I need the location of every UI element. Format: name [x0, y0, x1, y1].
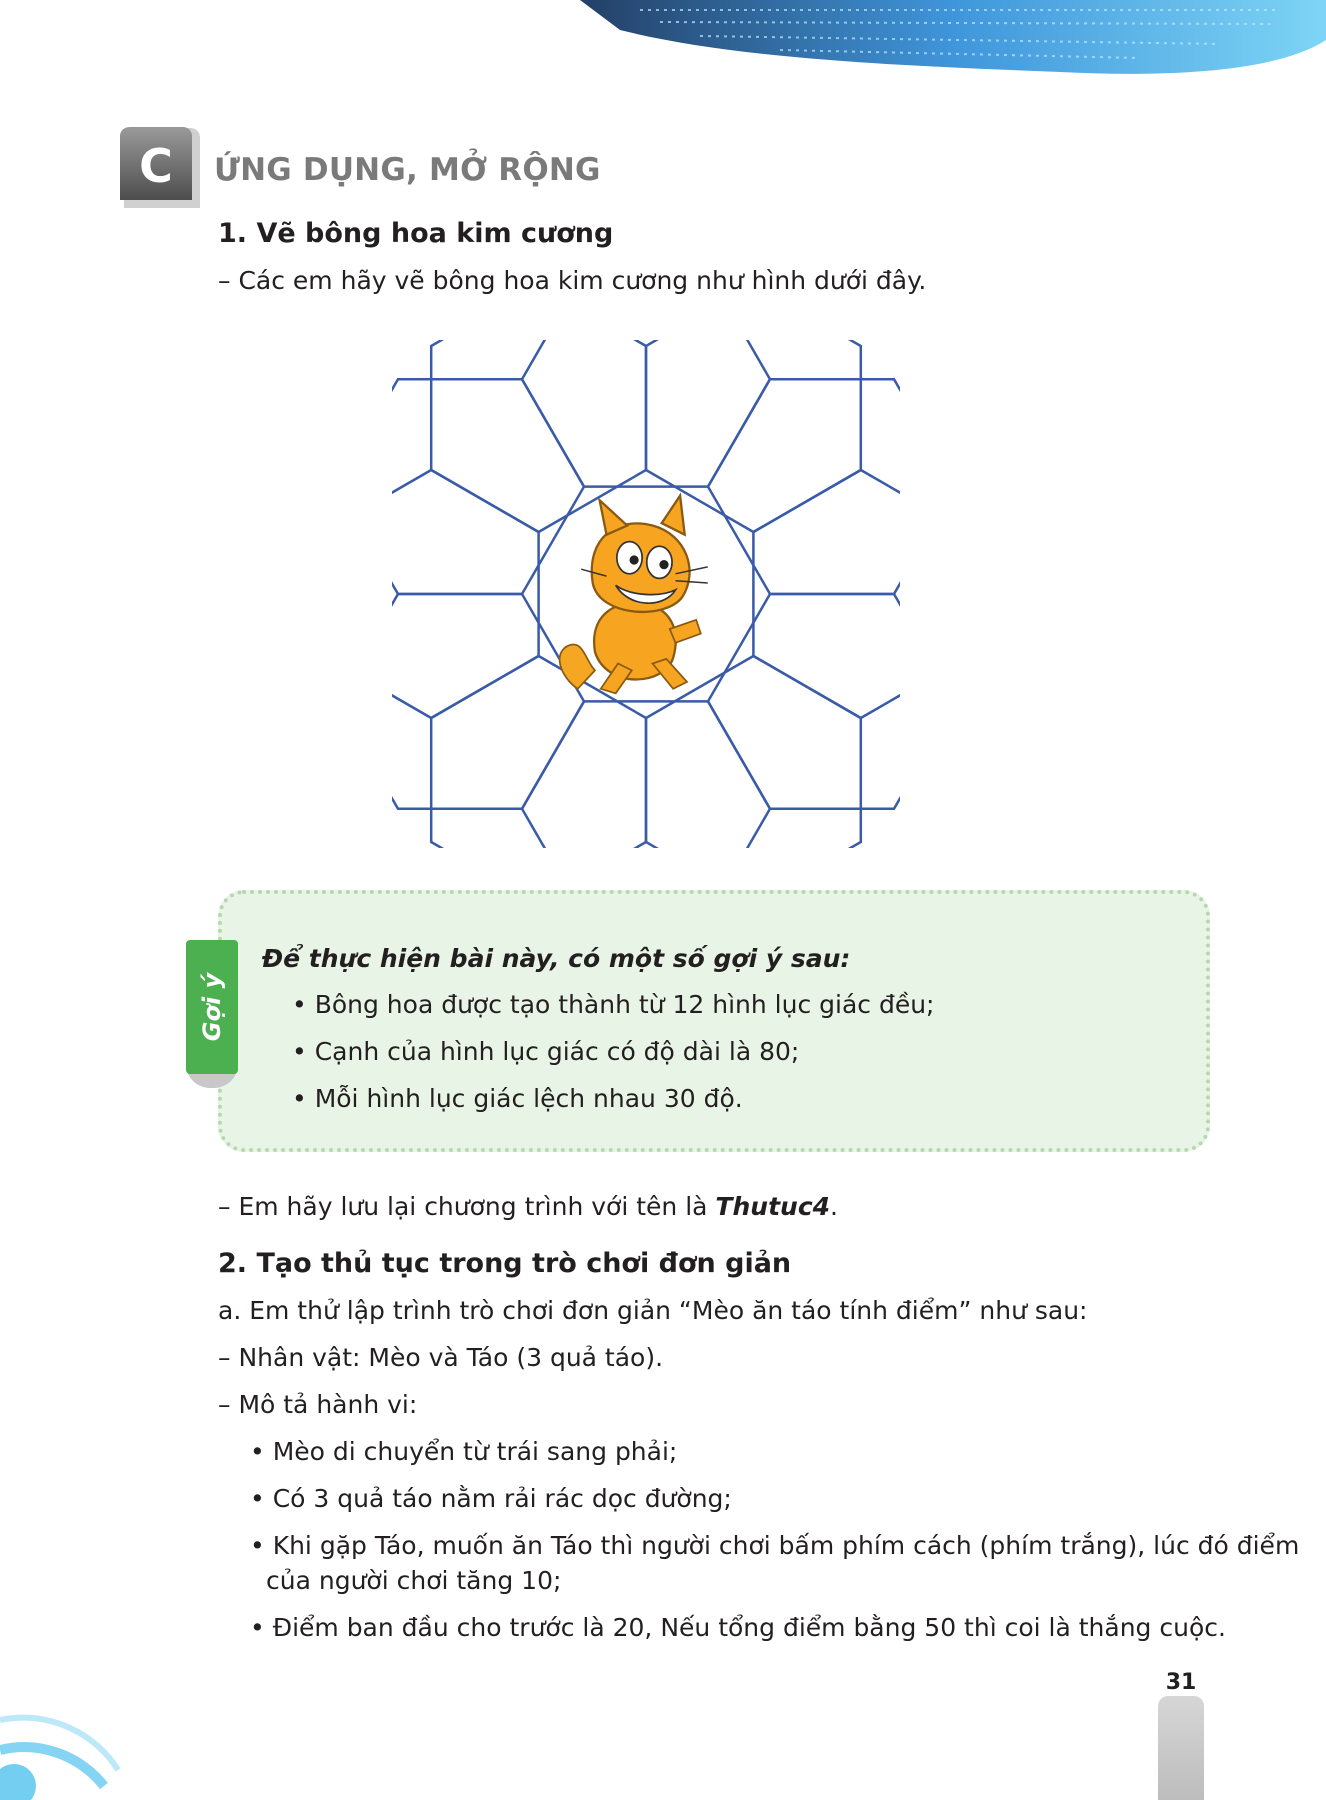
- section-badge: [118, 126, 206, 216]
- hint-item: • Bông hoa được tạo thành từ 12 hình lục giác đều;: [292, 990, 935, 1019]
- hexagon-9: [431, 340, 646, 532]
- hint-item: • Cạnh của hình lục giác có độ dài là 80;: [292, 1037, 800, 1066]
- hexagon-2: [708, 594, 900, 809]
- hexagon-6: [392, 594, 584, 809]
- exercise2-characters: – Nhân vật: Mèo và Táo (3 quả táo).: [218, 1343, 664, 1372]
- exercise2-behavior-label: – Mô tả hành vi:: [218, 1390, 418, 1419]
- behavior-item-continued: của người chơi tăng 10;: [266, 1566, 562, 1595]
- section-title: ỨNG DỤNG, MỞ RỘNG: [214, 152, 601, 188]
- exercise1-instruction: – Các em hãy vẽ bông hoa kim cương như hình dưới đây.: [218, 266, 927, 295]
- badge-letter: C: [139, 139, 173, 193]
- exercise2-intro: a. Em thử lập trình trò chơi đơn giản “Mèo ăn táo tính điểm” như sau:: [218, 1296, 1088, 1325]
- hexagon-12: [708, 379, 900, 594]
- scratch-cat-icon: [560, 496, 708, 694]
- hint-title: Để thực hiện bài này, có một số gợi ý sau:: [262, 944, 851, 973]
- page-number-tab: [1158, 1696, 1204, 1800]
- header-decoration: [580, 0, 1326, 80]
- program-name: Thutuc4: [715, 1192, 831, 1221]
- wave-decoration: [0, 1690, 120, 1800]
- hexagon-8: [392, 379, 584, 594]
- exercise2-heading: 2. Tạo thủ tục trong trò chơi đơn giản: [218, 1248, 792, 1279]
- save-note-prefix: – Em hãy lưu lại chương trình với tên là: [218, 1192, 716, 1221]
- diamond-flower-figure: [392, 340, 900, 848]
- save-note-suffix: .: [830, 1192, 838, 1221]
- behavior-item: • Mèo di chuyển từ trái sang phải;: [250, 1437, 678, 1466]
- behavior-item: • Khi gặp Táo, muốn ăn Táo thì người chơi bấm phím cách (phím trắng), lúc đó điểm: [250, 1531, 1300, 1560]
- behavior-item: • Điểm ban đầu cho trước là 20, Nếu tổng điểm bằng 50 thì coi là thắng cuộc.: [250, 1613, 1226, 1642]
- hint-tab-text: Gợi ý: [198, 972, 227, 1042]
- behavior-item: • Có 3 quả táo nằm rải rác dọc đường;: [250, 1484, 732, 1513]
- hint-item: • Mỗi hình lục giác lệch nhau 30 độ.: [292, 1084, 743, 1113]
- exercise1-heading: 1. Vẽ bông hoa kim cương: [218, 218, 614, 249]
- page-number: 31: [1165, 1670, 1197, 1695]
- save-note: [218, 1190, 838, 1224]
- hint-tab-label: [186, 940, 238, 1074]
